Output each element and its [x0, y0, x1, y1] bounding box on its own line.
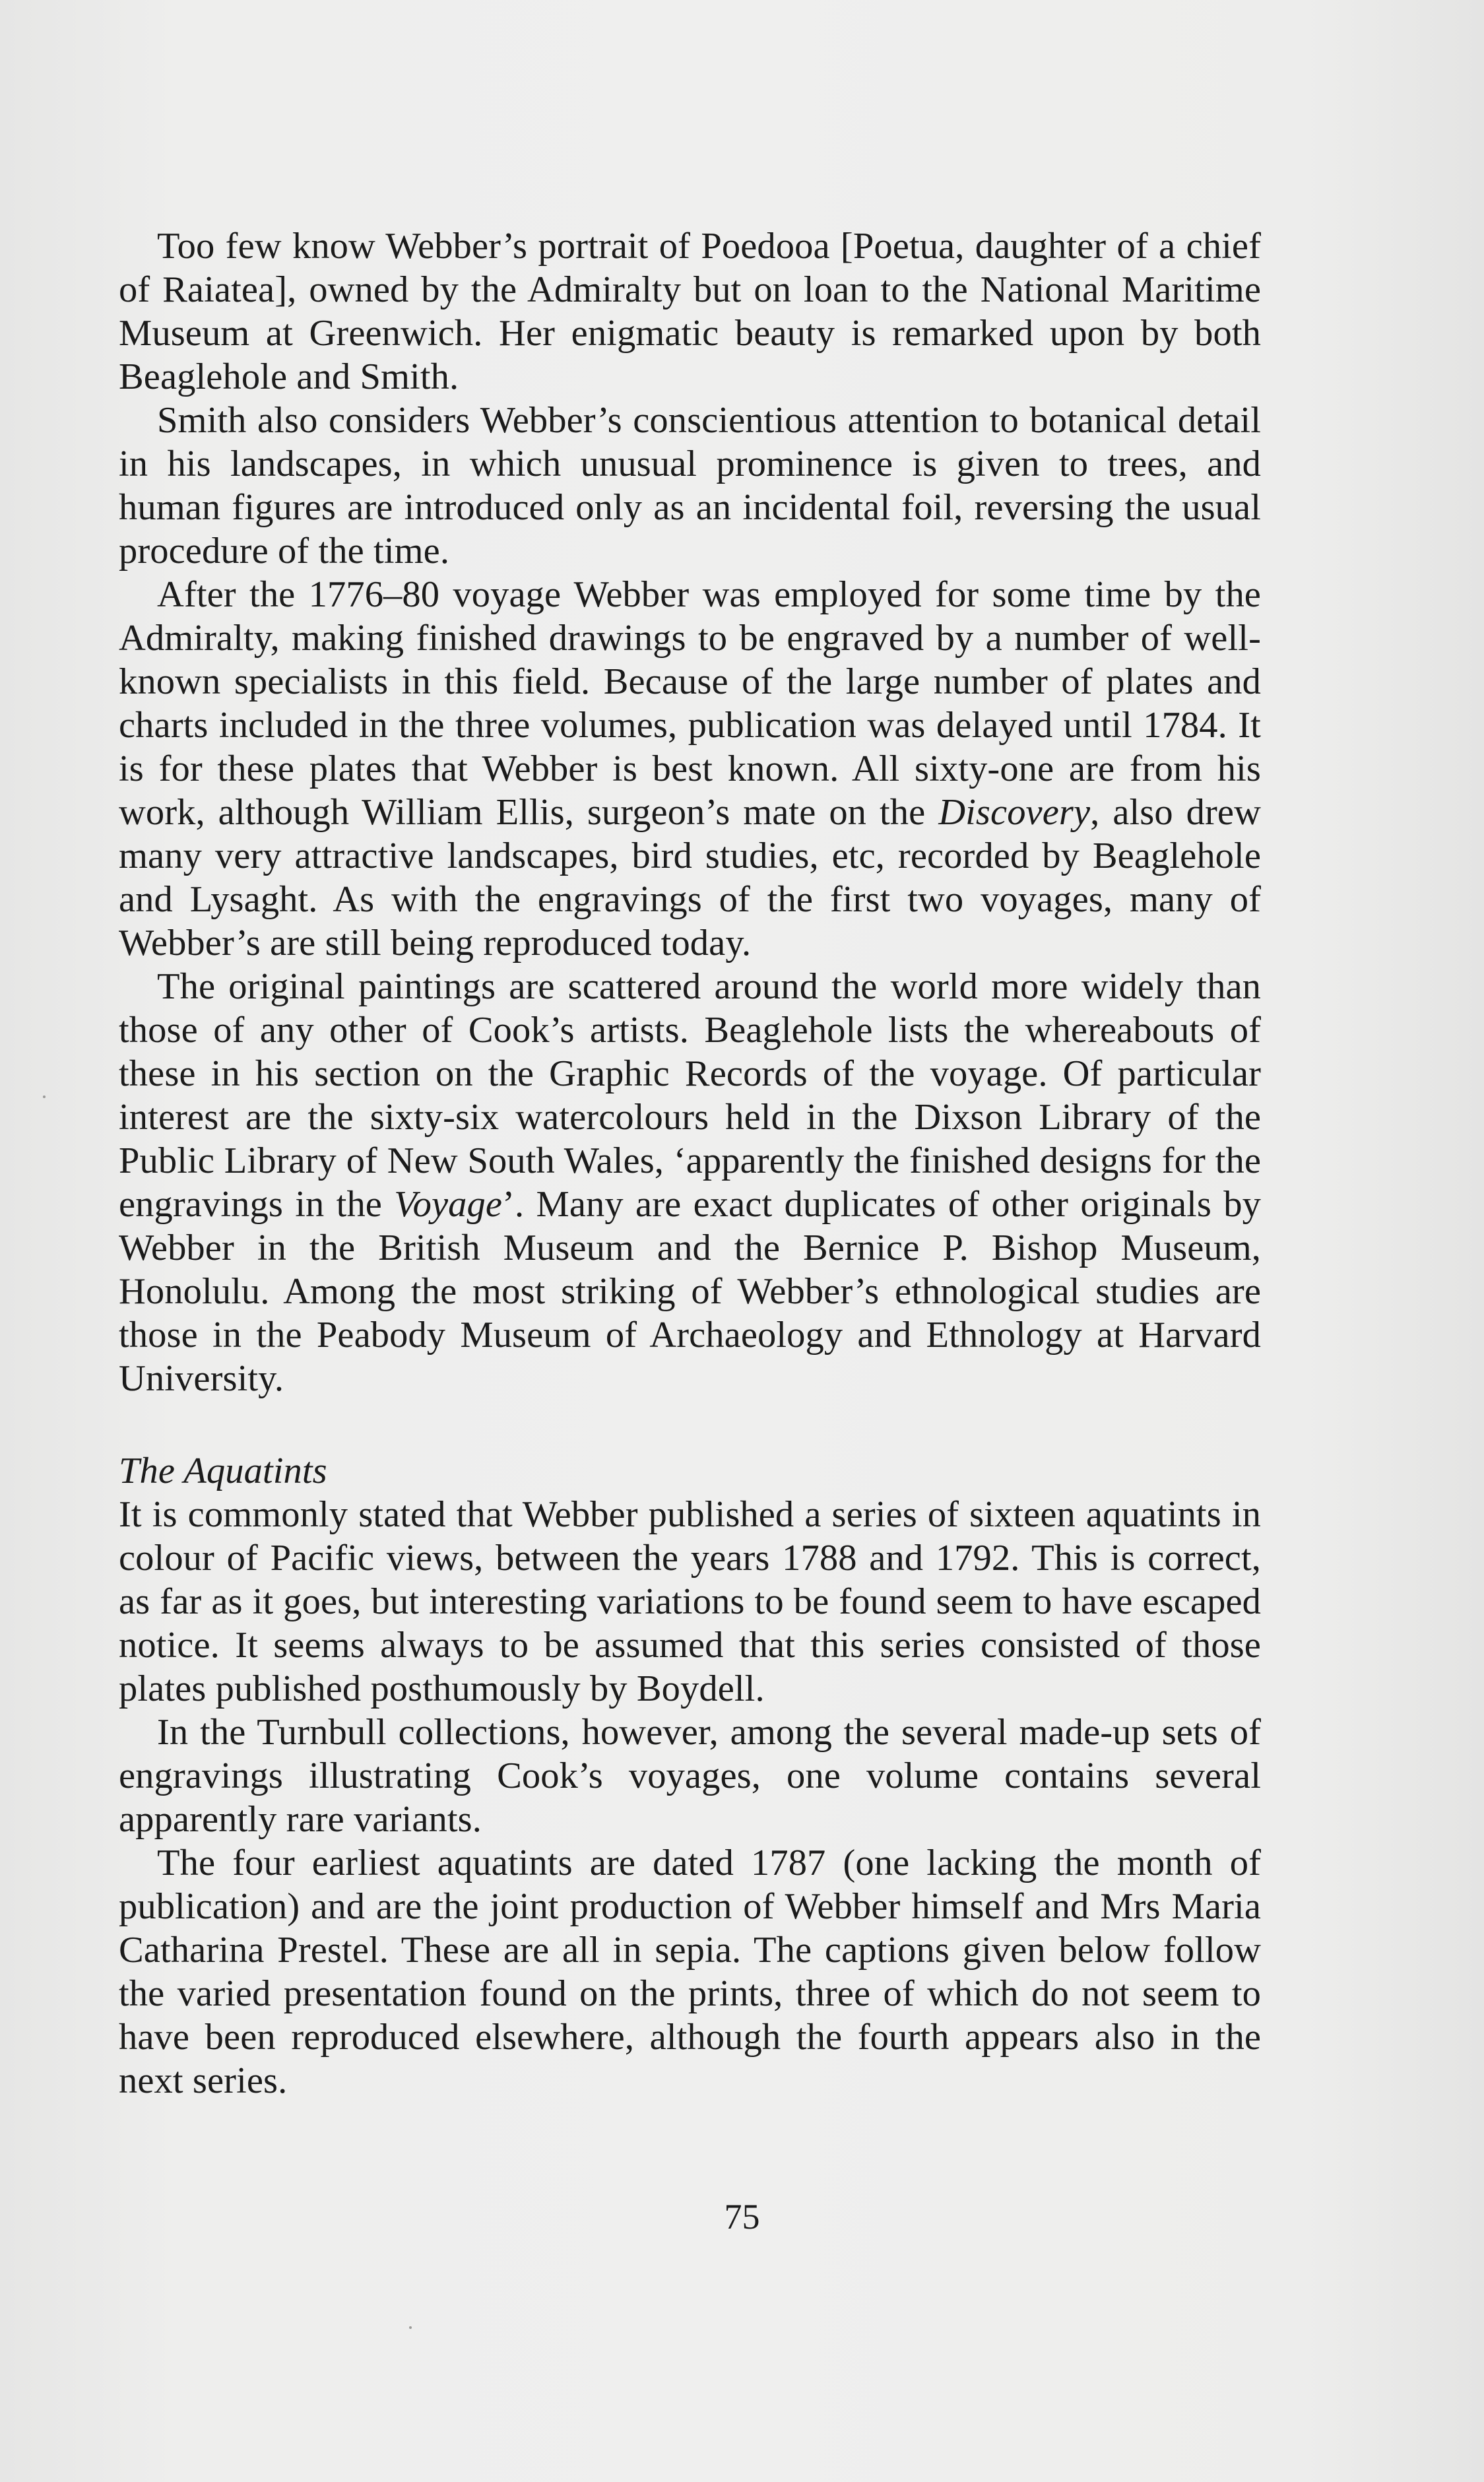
paragraph-original-paintings	[119, 965, 1261, 1400]
paragraph-turnbull-collections: In the Turnbull collections, however, among the several made-up sets of engravings illustrating Cook’s voyages, one volume contains several apparently rare variants.	[119, 1712, 1261, 1840]
paper-speck	[43, 1095, 46, 1098]
paragraph-poedooa-portrait: Too few know Webber’s portrait of Poedooa [Poetua, daughter of a chief of Raiatea], owned by the Admiralty but on loan to the National Maritime Museum at Greenwich. Her enigmatic beauty is remarked upon by both Beaglehole and Smith.	[119, 226, 1261, 397]
paragraph-admiralty-engravings	[119, 573, 1261, 965]
page-number: 75	[724, 2197, 760, 2237]
paragraph-botanical-detail: Smith also considers Webber’s conscientious attention to botanical detail in his landscapes, in which unusual prominence is given to trees, and human figures are introduced only as an incidental foil, reversing the usual procedure of the time.	[119, 400, 1261, 572]
paragraph-aquatint-series: It is commonly stated that Webber published a series of sixteen aquatints in colour of Pacific views, between the years 1788 and 1792. This is correct, as far as it goes, but interesting variations to be found seem to have escaped notice. It seems always to be assumed that this series consisted of those plates published posthumously by Boydell.	[119, 1494, 1261, 1709]
section-heading-aquatints: The Aquatints	[119, 1451, 327, 1491]
paper-speck	[409, 2326, 412, 2329]
paragraph-admiralty-engravings-text-2: , also drew many very attractive landscapes, bird studies, etc, recorded by Beaglehole and Lysaght. As with the engravings of the first two voyages, many of Webber’s are still being reproduced today.	[119, 792, 1262, 963]
paragraph-original-paintings-text-2: ’. Many are exact duplicates of other originals by Webber in the British Museum and the Bernice P. Bishop Museum, Honolulu. Among the most striking of Webber’s ethnological studies are those in the Peabody Museum of Archaeology and Ethnology at Harvard University.	[119, 1184, 1262, 1399]
title-voyage: Voyage	[394, 1184, 503, 1225]
body-text	[119, 224, 1261, 2103]
paragraph-admiralty-engravings-text-1: After the 1776–80 voyage Webber was employed for some time by the Admiralty, making finished drawings to be engraved by a number of well-known specialists in this field. Because of the large number of plates and charts included in the three volumes, publication was delayed until 1784. It is for these plates that Webber is best known. All sixty-one are from his work, although William Ellis, surgeon’s mate on the	[119, 574, 1261, 833]
paragraph-original-paintings-text-1: The original paintings are scattered around the world more widely than those of any other of Cook’s artists. Beaglehole lists the whereabouts of these in his section on the Graphic Records of the voyage. Of particular interest are the sixty-six watercolours held in the Dixson Library of the Public Library of New South Wales, ‘apparently the finished designs for the engravings in the	[119, 966, 1261, 1225]
paragraph-earliest-aquatints: The four earliest aquatints are dated 1787 (one lacking the month of publication) and are the joint production of Webber himself and Mrs Maria Catharina Prestel. These are all in sepia. The captions given below follow the varied presentation found on the prints, three of which do not seem to have been reproduced elsewhere, although the fourth appears also in the next series.	[119, 1843, 1261, 2101]
ship-name-discovery: Discovery	[938, 792, 1091, 833]
